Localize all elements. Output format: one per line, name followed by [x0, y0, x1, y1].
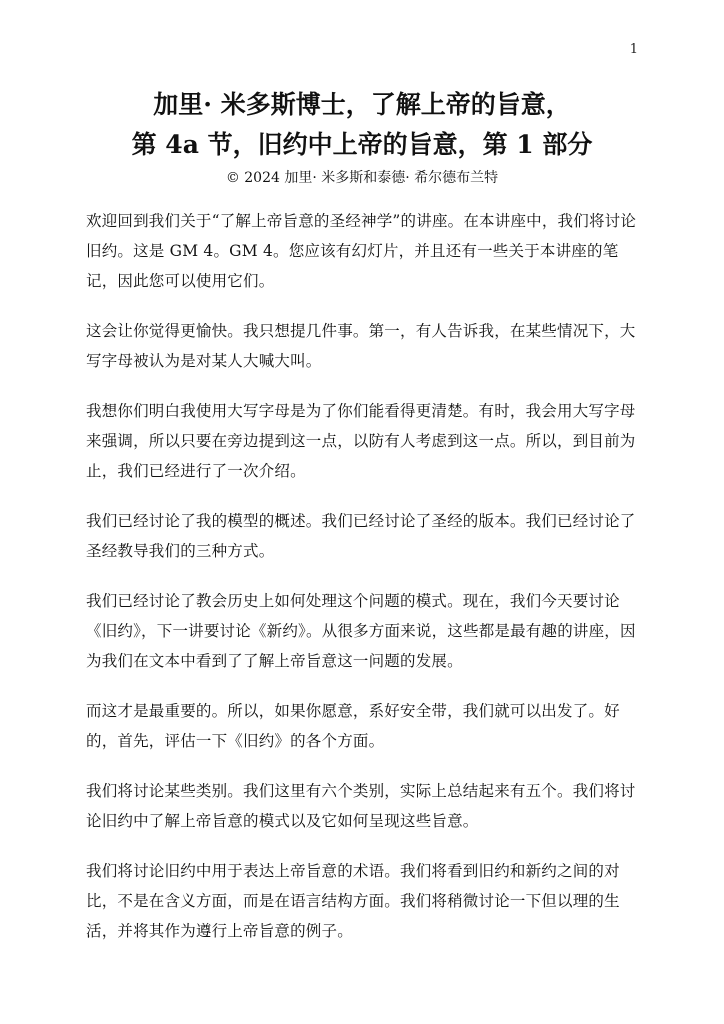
paragraph: 我们已经讨论了教会历史上如何处理这个问题的模式。现在，我们今天要讨论《旧约》，下一讲要讨论《新约》。从很多方面来说，这些都是最有趣的讲座，因为我们在文本中看到了了解上帝旨意这一问题的发展。: [86, 592, 636, 670]
paragraph: 我想你们明白我使用大写字母是为了你们能看得更清楚。有时，我会用大写字母来强调，所以只要在旁边提到这一点，以防有人考虑到这一点。所以，到目前为止，我们已经进行了一次介绍。: [86, 402, 636, 480]
paragraph: 我们将讨论旧约中用于表达上帝旨意的术语。我们将看到旧约和新约之间的对比，不是在含义方面，而是在语言结构方面。我们将稍微讨论一下但以理的生活，并将其作为遵行上帝旨意的例子。: [86, 862, 620, 940]
body-text: [86, 206, 646, 966]
paragraph: 这会让你觉得更愉快。我只想提几件事。第一，有人告诉我，在某些情况下，大写字母被认为是对某人大喊大叫。: [86, 322, 636, 370]
document-title-line-1: 加里· 米多斯博士，了解上帝的旨意，: [153, 90, 571, 119]
paragraph: 而这才是最重要的。所以，如果你愿意，系好安全带，我们就可以出发了。好的，首先，评估一下《旧约》的各个方面。: [86, 702, 620, 750]
paragraph: 欢迎回到我们关于“了解上帝旨意的圣经神学”的讲座。在本讲座中，我们将讨论旧约。这是 GM 4。GM 4。您应该有幻灯片，并且还有一些关于本讲座的笔记，因此您可以使用它们。: [86, 212, 637, 290]
paragraph: 我们已经讨论了我的模型的概述。我们已经讨论了圣经的版本。我们已经讨论了圣经教导我们的三种方式。: [86, 512, 636, 560]
paragraph: 我们将讨论某些类别。我们这里有六个类别，实际上总结起来有五个。我们将讨论旧约中了解上帝旨意的模式以及它如何呈现这些旨意。: [86, 782, 636, 830]
copyright-notice: © 2024 加里· 米多斯和泰德· 希尔德布兰特: [225, 170, 499, 186]
document-title-line-2: 第 4a 节，旧约中上帝的旨意，第 1 部分: [131, 130, 593, 159]
page-number: 1: [629, 42, 638, 57]
